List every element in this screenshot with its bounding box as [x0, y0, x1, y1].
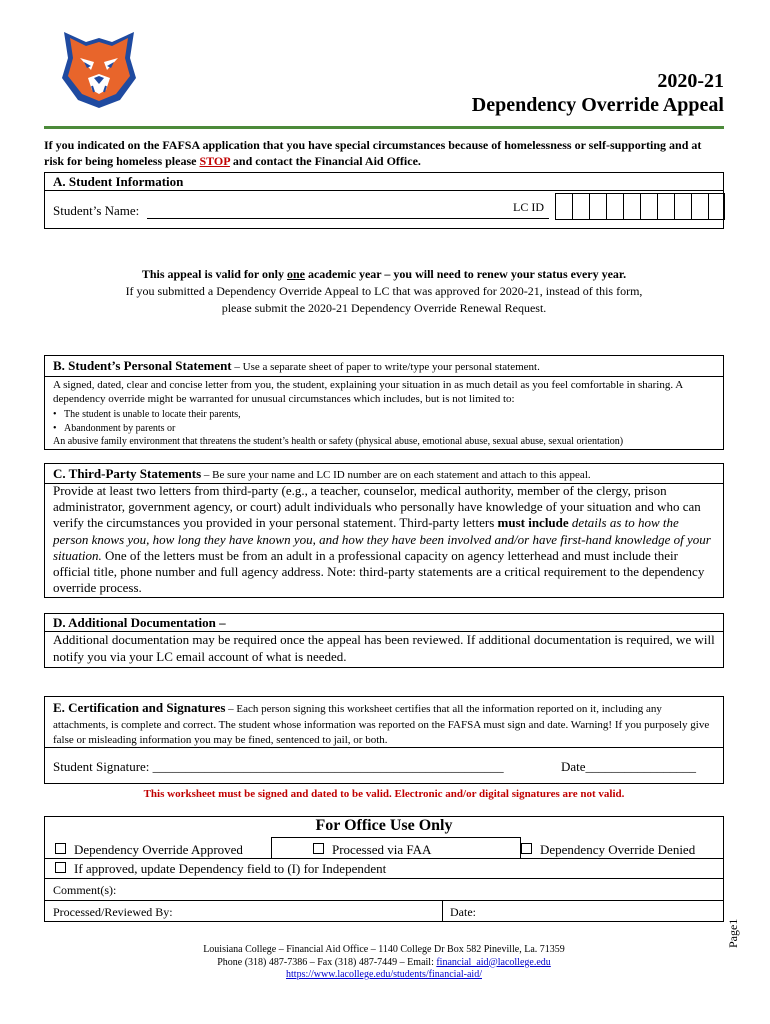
student-name-label: Student’s Name: [53, 203, 140, 218]
section-b-bullets [53, 408, 241, 436]
intro-text: If you indicated on the FAFSA application that you have special circumstances because of homelessness or self-supporting and at risk for being homeless please STOP and contact the Financial Aid Office. [44, 138, 702, 168]
website-link[interactable]: https://www.lacollege.edu/students/financial-aid/ [286, 969, 482, 980]
denied-checkbox[interactable]: Dependency Override Denied [521, 842, 695, 858]
section-a [44, 172, 724, 229]
section-e-title: E. Certification and Signatures [53, 700, 226, 715]
section-b-title: B. Student’s Personal Statement [53, 358, 232, 373]
form-year: 2020-21 [657, 70, 724, 92]
renewal-notice: This appeal is valid for only one academic year – you will need to renew your status every year. If you submitted a Dependency Override Appeal to LC that was approved for 2020-21, instead of this form, please submit the 2020-21 Dependency Override Renewal Request. [125, 267, 643, 315]
reviewed-by-label: Processed/Reviewed By: [53, 905, 173, 919]
section-b: B. Student’s Personal Statement – Use a separate sheet of paper to write/type your personal statement. A signed, dated, clear and concise letter from you, the student, explaining your situation in as much detail as you feel comfortable in sharing. A dependency override might be warranted for unusual circumstances which includes, but is not limited to: • The student is unable to locate their parents, • Abandonment by parents or An abusive family environment that threatens the student’s health or safety (physical abuse, emotional abuse, sexual abuse, sexual orientation) [44, 355, 724, 450]
approved-checkbox[interactable]: Dependency Override Approved [55, 842, 243, 858]
checkbox-icon [55, 843, 66, 854]
checkbox-icon [313, 843, 324, 854]
list-item: • Abandonment by parents or [53, 423, 176, 434]
checkbox-icon [521, 843, 532, 854]
lcid-label: LC ID [513, 200, 544, 214]
lcid-boxes[interactable] [555, 193, 725, 220]
footer: Louisiana College – Financial Aid Office – 1140 College Dr Box 582 Pineville, La. 71359 Phone (318) 487-7386 – Fax (318) 487-7449 – Email: financial_aid@lacollege.edu https://www.lacollege.edu/students/financial-aid/ [203, 944, 565, 980]
office-date-label: Date: [450, 905, 476, 919]
section-b-last: An abusive family environment that threatens the student’s health or safety (physical abuse, emotional abuse, sexual abuse, sexual orientation) [53, 436, 624, 447]
update-checkbox[interactable]: If approved, update Dependency field to (I) for Independent [55, 861, 386, 877]
checkbox-icon [55, 862, 66, 873]
email-link[interactable]: financial_aid@lacollege.edu [436, 956, 551, 968]
section-e: E. Certification and Signatures – Each person signing this worksheet certifies that all the information reported on it, including any attachments, is complete and correct. The student whose information was reported on the FAFSA must sign and date. Warning! If you purposely give false or misleading information you may be fined, sentenced to jail, or both. Student Signature: ______________________________________________________ Date_________________ [44, 696, 724, 784]
office-use-box [44, 816, 724, 922]
section-c-title: C. Third-Party Statements [53, 466, 202, 481]
processed-checkbox[interactable]: Processed via FAA [313, 842, 431, 858]
office-use-title: For Office Use Only [315, 817, 453, 834]
signature-date-field[interactable]: Date_________________ [561, 759, 697, 774]
comments-label: Comment(s): [53, 883, 117, 897]
section-d-title: D. Additional Documentation – [53, 615, 226, 630]
signature-warning: This worksheet must be signed and dated to be valid. Electronic and/or digital signatures are not valid. [143, 788, 625, 800]
section-b-body: A signed, dated, clear and concise letter from you, the student, explaining your situation in as much detail as you feel comfortable in sharing. A dependency override might be warranted for unusual circumstances which includes, but is not limited to: [53, 379, 683, 405]
student-name-field[interactable] [147, 218, 549, 219]
tiger-logo [58, 28, 140, 110]
list-item: • The student is unable to locate their parents, [53, 409, 241, 420]
green-rule [44, 126, 724, 129]
section-d-body: Additional documentation may be required once the appeal has been reviewed. If additional documentation is required, we will notify you via your LC email account of what is needed. [53, 632, 715, 664]
section-c-body: Provide at least two letters from third-party (e.g., a teacher, counselor, medical authority, member of the clergy, prison administrator, government agency, or court) adult individuals who personally have knowledge of your situation and who can verify the circumstances you provided in your personal statement. Third-party letters must include details as to how the person knows you, how long they have known you, and how they have been involved and/or have first-hand knowledge of your situation. One of the letters must be from an adult in a professional capacity on agency letterhead and must include their official title, phone number and full agency address. Note: third-party statements are a critical requirement to the dependency override process. [53, 483, 711, 596]
page-number: Page1 [726, 918, 740, 948]
section-c: C. Third-Party Statements – Be sure your name and LC ID number are on each statement and attach to this appeal. Provide at least two letters from third-party (e.g., a teacher, counselor, medical authority, member of the clergy, prison administrator, government agency, or court) adult individuals who personally have knowledge of your situation and who can verify the circumstances you provided in your personal statement. Third-party letters must include details as to how the person knows you, how long they have known you, and how they have been involved and/or have first-hand knowledge of your situation. One of the letters must be from an adult in a professional capacity on agency letterhead and must include their official title, phone number and full agency address. Note: third-party statements are a critical requirement to the dependency override process. [44, 463, 724, 598]
form-title: Dependency Override Appeal [471, 94, 724, 116]
stop-text: STOP [199, 154, 230, 168]
section-a-title: A. Student Information [53, 174, 184, 189]
section-d [44, 613, 724, 668]
student-signature-field[interactable]: Student Signature: ______________________________________________________ [53, 759, 504, 774]
